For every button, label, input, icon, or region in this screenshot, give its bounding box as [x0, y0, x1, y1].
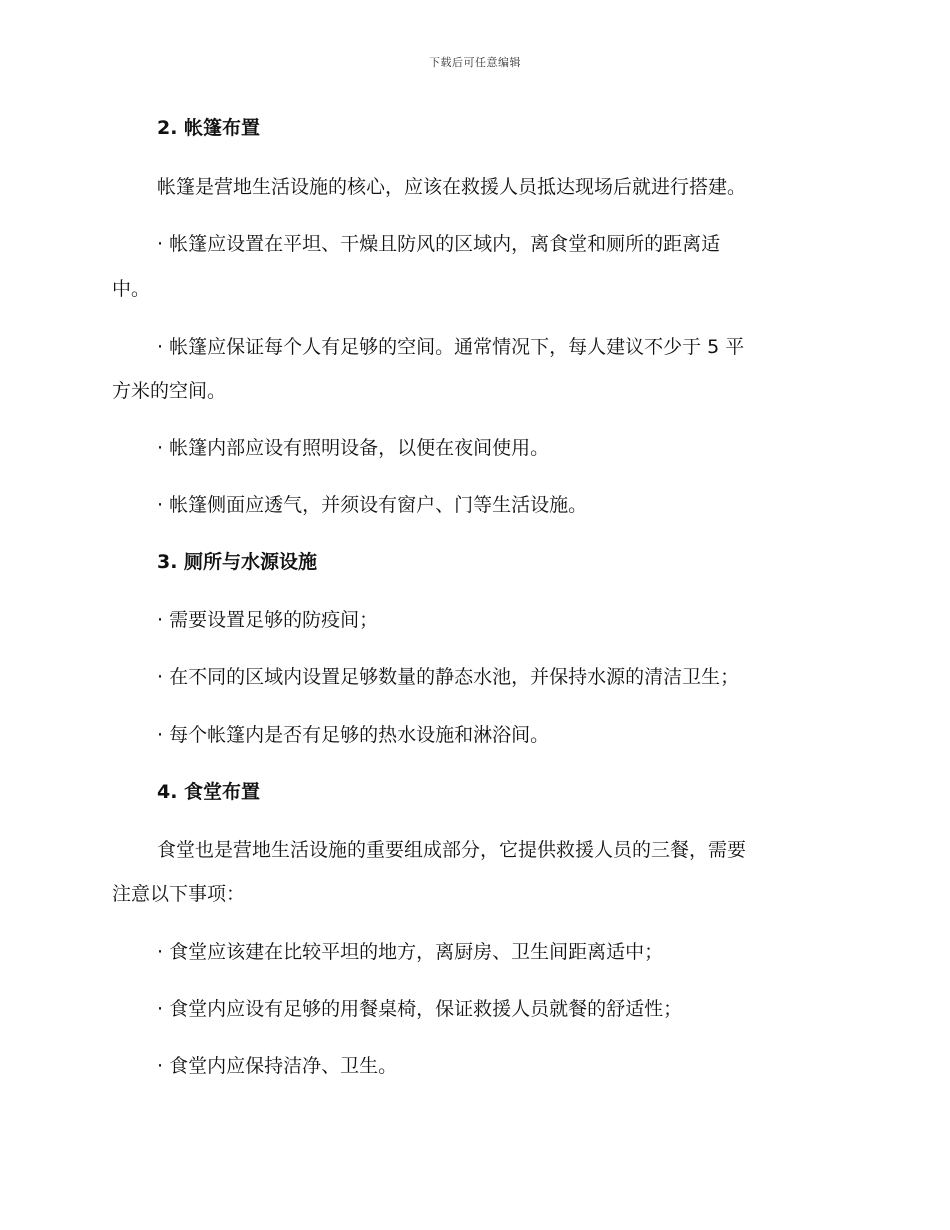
section-3-bullet-2: · 在不同的区域内设置足够数量的静态水池，并保持水源的清洁卫生；: [157, 666, 740, 688]
section-2-bullet-3: · 帐篷内部应设有照明设备，以便在夜间使用。: [157, 437, 550, 459]
page-header: 下载后可任意编辑: [429, 56, 521, 69]
section-3-heading: 3. 厕所与水源设施: [157, 551, 318, 573]
section-4-intro-line-1: 食堂也是营地生活设施的重要组成部分，它提供救援人员的三餐，需要: [157, 839, 747, 861]
section-2-bullet-1-line-2: 中。: [112, 278, 151, 300]
section-4-heading: 4. 食堂布置: [157, 781, 261, 803]
section-3-bullet-3: · 每个帐篷内是否有足够的热水设施和淋浴间。: [157, 724, 550, 746]
section-4-bullet-3: · 食堂内应保持洁净、卫生。: [157, 1055, 398, 1077]
section-3-bullet-1: · 需要设置足够的防疫间；: [157, 609, 379, 631]
section-4-bullet-1: · 食堂应该建在比较平坦的地方，离厨房、卫生间距离适中；: [157, 941, 664, 963]
section-2-bullet-4: · 帐篷侧面应透气，并须设有窗户、门等生活设施。: [157, 494, 588, 516]
section-2-heading: 2. 帐篷布置: [157, 117, 261, 139]
section-2-bullet-1-line-1: · 帐篷应设置在平坦、干燥且防风的区域内，离食堂和厕所的距离适: [157, 233, 721, 255]
section-2-intro: 帐篷是营地生活设施的核心，应该在救援人员抵达现场后就进行搭建。: [157, 176, 747, 198]
section-4-intro-line-2: 注意以下事项：: [112, 883, 246, 905]
section-2-bullet-2-line-2: 方米的空间。: [112, 380, 227, 402]
section-2-bullet-2-line-1: · 帐篷应保证每个人有足够的空间。通常情况下，每人建议不少于 5 平: [157, 336, 745, 358]
section-4-bullet-2: · 食堂内应设有足够的用餐桌椅，保证救援人员就餐的舒适性；: [157, 998, 683, 1020]
